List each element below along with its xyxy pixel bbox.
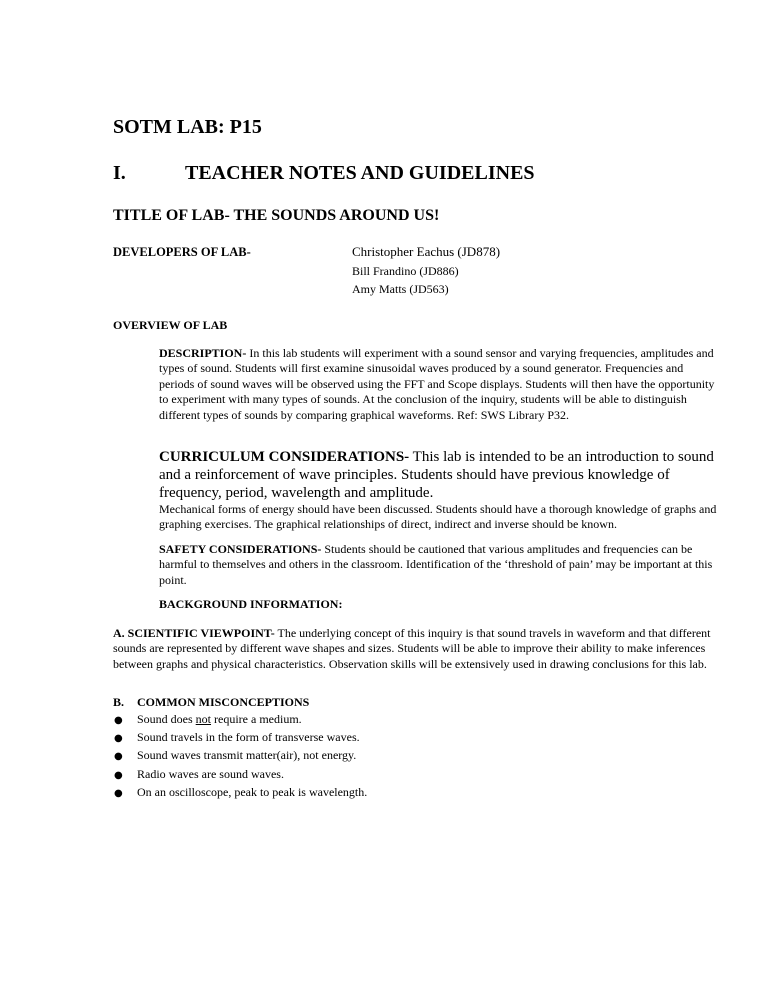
list-item [113,784,367,802]
list-item [113,729,367,747]
list-item [113,766,367,784]
list-item-text: Sound travels in the form of transverse waves. [137,730,360,745]
misconceptions-letter: B. [113,695,125,709]
list-item-text: Sound waves transmit matter(air), not energy. [137,748,357,763]
misconceptions-list [113,711,367,802]
developer-name: Christopher Eachus (JD878) [352,244,501,259]
section-number: I. [113,162,126,184]
curriculum-text-continued: Mechanical forms of energy should have been discussed. Students should have a thorough knowledge of graphs and graphing exercises. The graphical relationships of direct, indirect and inverse should be known. [159,502,717,532]
overview-heading: OVERVIEW OF LAB [113,318,228,332]
list-item-text: Sound does not require a medium. [137,712,302,726]
curriculum-label: CURRICULUM CONSIDERATIONS- [159,449,410,465]
scientific-viewpoint-paragraph [113,626,723,672]
list-item [113,711,367,729]
misconceptions-title: COMMON MISCONCEPTIONS [137,695,310,709]
list-item-text: On an oscilloscope, peak to peak is wavelength. [137,784,368,799]
bullet-icon: ● [114,733,123,745]
misconceptions-heading [113,695,309,710]
scientific-viewpoint-label: A. SCIENTIFIC VIEWPOINT- [113,626,275,640]
bullet-icon: ● [114,751,123,763]
safety-text: Students should be cautioned that various amplitudes and frequencies can be harmful to themselves and others in the classroom. Identification of the ‘threshold of pain’ may be important at this point. [159,542,713,587]
scientific-viewpoint-text: The underlying concept of this inquiry is that sound travels in waveform and that different sounds are represented by different wave shapes and sizes. Students will be able to improve their ability to make inferences between graphs and physical characteristics. Observation skills will be extensively used in drawing conclusions for this lab. [113,626,711,671]
curriculum-paragraph [159,448,724,533]
safety-paragraph [159,542,719,588]
description-text: In this lab students will experiment with a sound sensor and varying frequencies, amplitudes and types of sound. Students will first examine sinusoidal waves produced by a sound generator. Frequencies and periods of sound waves will be observed using the FFT and Scope displays. Students will then have the opportunity to experiment with many types of sounds. At the conclusion of the inquiry, students will be able to distinguish different types of sounds by comparing graphical waveforms. Ref: SWS Library P32. [159,346,715,422]
section-title: TEACHER NOTES AND GUIDELINES [185,162,535,184]
developer-name: Amy Matts (JD563) [352,282,449,296]
lab-title: TITLE OF LAB- THE SOUNDS AROUND US! [113,207,440,224]
description-paragraph [159,346,719,423]
curriculum-text: This lab is intended to be an introduction to sound and a reinforcement of wave principles. Students should have previous knowledge of frequency, period, wavelength and amplitude. [159,449,714,501]
bullet-icon: ● [114,787,123,799]
bullet-icon: ● [114,715,123,726]
developers-label: DEVELOPERS OF LAB- [113,245,251,259]
description-label: DESCRIPTION- [159,346,247,360]
bullet-icon: ● [114,769,123,781]
section-heading [113,162,535,185]
developer-name: Bill Frandino (JD886) [352,264,459,278]
document-title: SOTM LAB: P15 [113,116,262,138]
background-heading: BACKGROUND INFORMATION: [159,597,343,611]
list-item [113,747,367,765]
list-item-text: Radio waves are sound waves. [137,766,284,781]
safety-label: SAFETY CONSIDERATIONS- [159,542,322,556]
